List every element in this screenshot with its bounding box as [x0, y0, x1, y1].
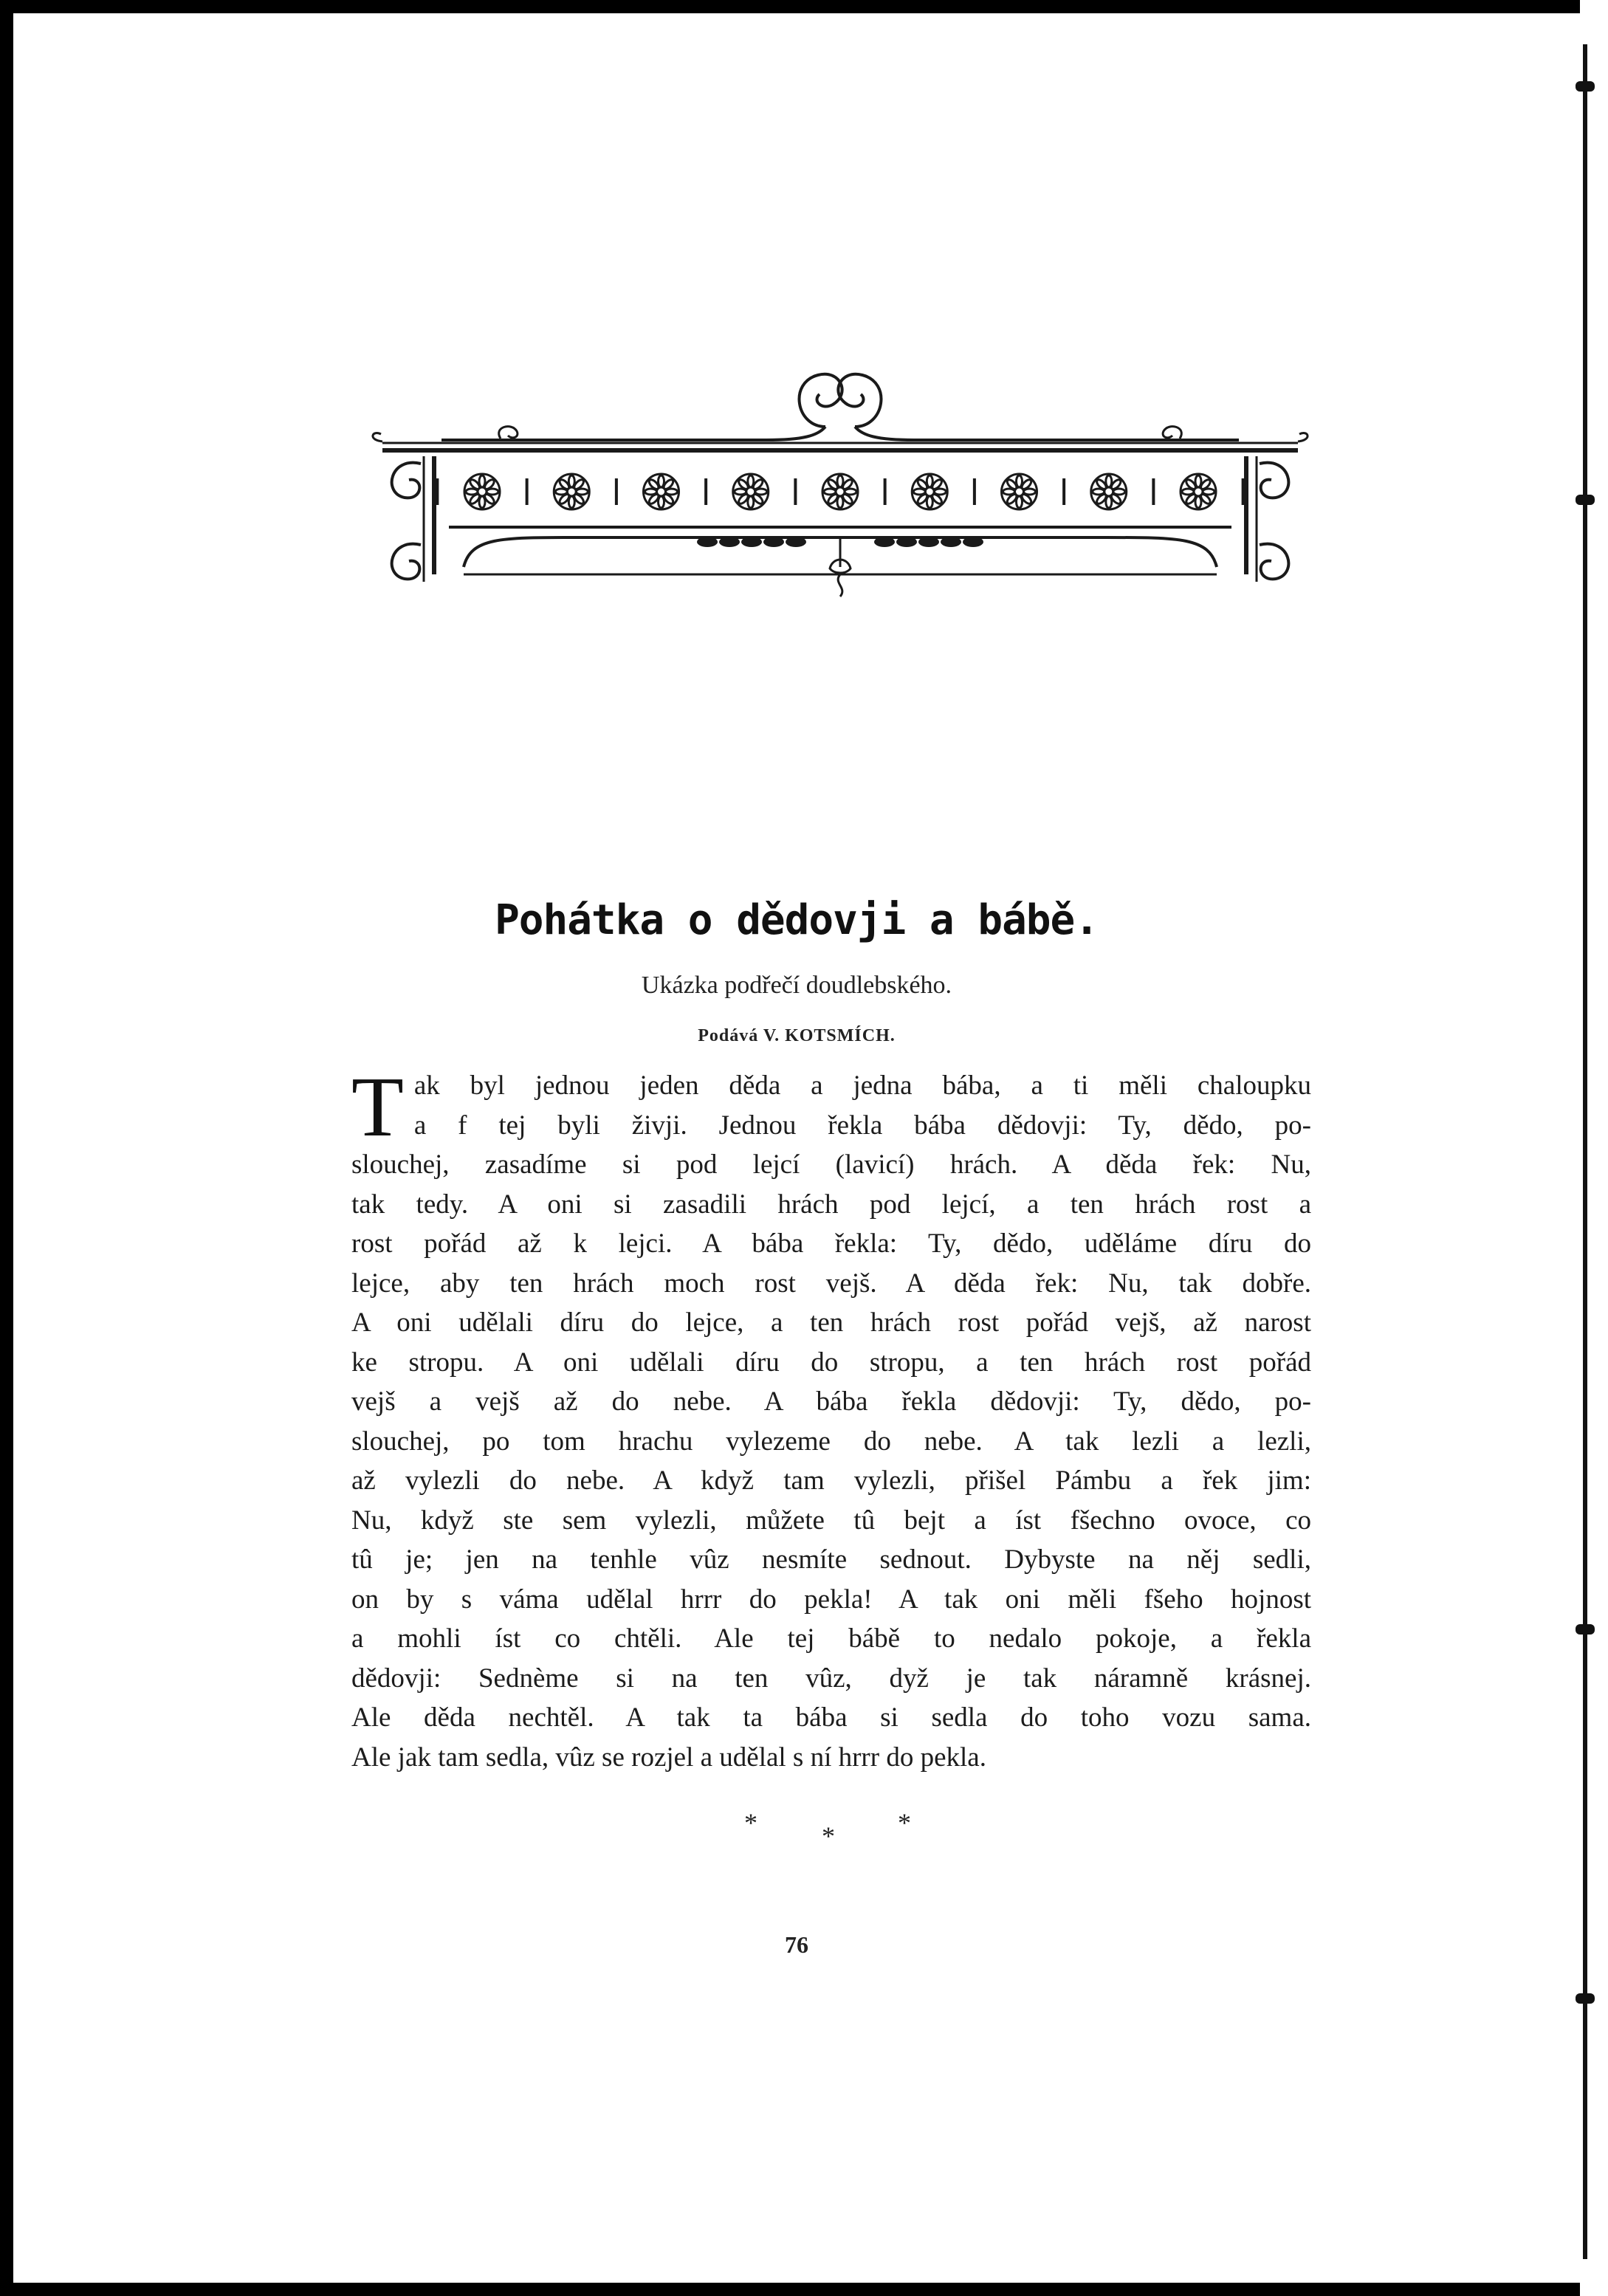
binding-edge-line	[1583, 44, 1587, 2259]
rosette-row	[437, 474, 1243, 509]
rosette-icon	[554, 474, 589, 509]
text-line: A oni udělali díru do lejce, a ten hrách rost pořád vejš, až narost	[351, 1307, 1311, 1338]
text-line: vejš a vejš až do nebe. A bába řekla dědovji: Ty, dědo, po-	[351, 1386, 1311, 1417]
text-line: slouchej, zasadíme si pod lejcí (lavicí) hrách. A děda řek: Nu,	[351, 1149, 1311, 1180]
text-line: slouchej, po tom hrachu vylezeme do nebe. A tak lezli a lezli,	[351, 1426, 1311, 1457]
scroll-right-icon	[838, 374, 881, 427]
asterisk-icon: *	[822, 1821, 835, 1851]
decorative-header-ornament	[353, 353, 1327, 626]
edge-mark	[1576, 1624, 1595, 1635]
text-line: tû je; jen na tenhle vûz nesmíte sednout. Dybyste na něj sedli,	[351, 1544, 1311, 1575]
edge-mark	[1576, 1993, 1595, 2004]
text-line: a mohli íst co chtěli. Ale tej bábě to nedalo pokoje, a řekla	[351, 1623, 1311, 1654]
subtitle: Ukázka podřečí doudlebského.	[641, 972, 952, 999]
text-line: tak tedy. A oni si zasadili hrách pod lejcí, a ten hrách rost a	[351, 1189, 1311, 1220]
rosette-icon	[733, 474, 769, 509]
pendant-icon	[830, 537, 851, 597]
scroll-left-icon	[800, 374, 842, 427]
rosette-icon	[464, 474, 500, 509]
text-line: ke stropu. A oni udělali díru do stropu, a ten hrách rost pořád	[351, 1347, 1311, 1378]
text-line: Ale jak tam sedla, vûz se rozjel a udělal s ní hrrr do pekla.	[351, 1742, 986, 1773]
text-line: až vylezli do nebe. A když tam vylezli, přišel Pámbu a řek jim:	[351, 1465, 1311, 1496]
section-divider-stars	[737, 1807, 929, 1852]
story-paragraph	[351, 1060, 1311, 1777]
edge-mark	[1576, 495, 1595, 505]
rosette-icon	[822, 474, 858, 509]
scan-edge	[1580, 0, 1608, 2296]
text-line: on by s váma udělal hrrr do pekla! A tak oni měli fšeho hojnost	[351, 1584, 1311, 1615]
text-line: a f tej byli živji. Jednou řekla bába dědovji: Ty, dědo, po-	[413, 1110, 1311, 1141]
text-line: rost pořád až k lejci. A bába řekla: Ty, dědo, uděláme díru do	[351, 1228, 1311, 1259]
byline: Podává V. KOTSMÍCH.	[698, 1026, 896, 1045]
rosette-icon	[1181, 474, 1216, 509]
text-line: ak byl jednou jeden děda a jedna bába, a ti měli chaloupku	[413, 1070, 1311, 1101]
rosette-icon	[912, 474, 947, 509]
rosette-icon	[1002, 474, 1037, 509]
drop-cap: T	[351, 1060, 404, 1155]
edge-mark	[1576, 81, 1595, 92]
asterisk-icon: *	[898, 1808, 911, 1838]
text-line: lejce, aby ten hrách moch rost vejš. A děda řek: Nu, tak dobře.	[351, 1268, 1311, 1299]
asterisk-icon: *	[744, 1808, 757, 1838]
rosette-icon	[644, 474, 679, 509]
page-title: Pohátka o dědovji a bábě.	[495, 896, 1099, 944]
text-line: Nu, když ste sem vylezli, můžete tû bejt a íst fšechno ovoce, co	[351, 1505, 1311, 1536]
rosette-icon	[1091, 474, 1127, 509]
text-line: Ale děda nechtěl. A tak ta bába si sedla do toho vozu sama.	[351, 1702, 1311, 1733]
page-number: 76	[785, 1931, 808, 1958]
text-line: dědovji: Sednème si na ten vûz, dyž je tak náramně krásnej.	[351, 1663, 1311, 1694]
page	[13, 13, 1580, 2283]
